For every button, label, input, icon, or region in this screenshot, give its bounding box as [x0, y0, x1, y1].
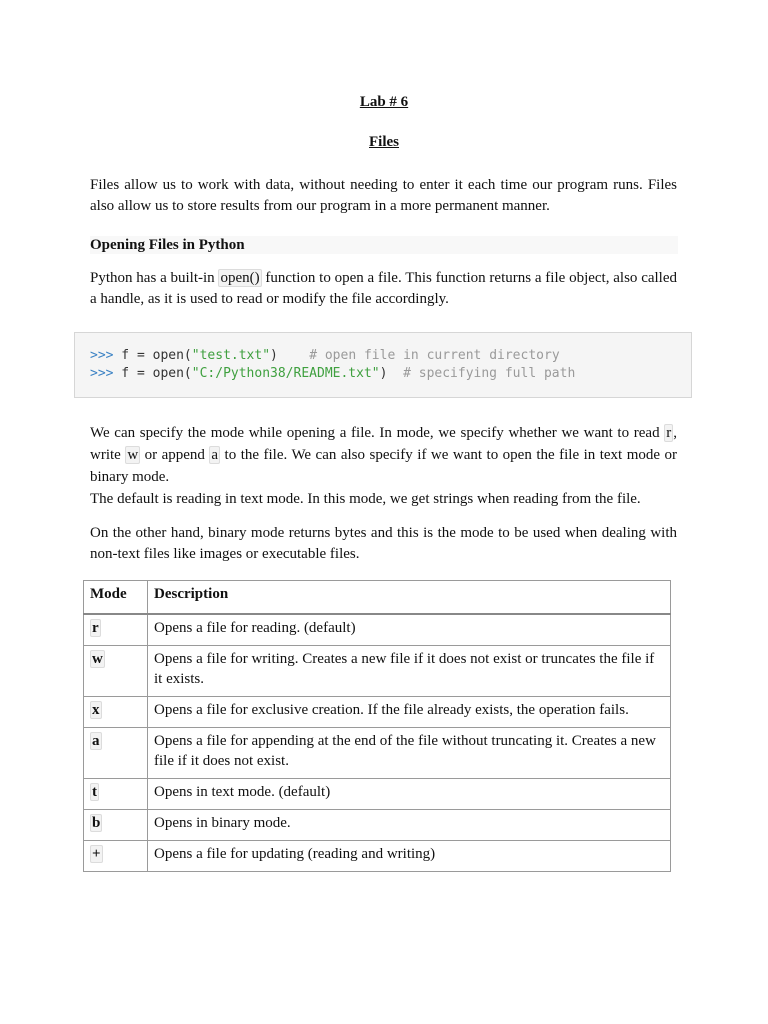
- table-header-row: [84, 581, 671, 615]
- text-run: We can specify the mode while opening a file. In mode, we specify whether we want to read: [90, 425, 665, 441]
- file-modes-table: [83, 580, 671, 872]
- mode-cell: [84, 779, 148, 810]
- table-row: [84, 728, 671, 779]
- intro-paragraph: Files allow us to work with data, without needing to enter it each time our program runs. Files also allow us to store results from our program in a more permanent manner.: [90, 177, 677, 214]
- code-text: ): [379, 366, 404, 381]
- mode-cell: [84, 728, 148, 779]
- description-cell: Opens a file for exclusive creation. If the file already exists, the operation fails.: [148, 697, 671, 728]
- inline-code-r: r: [666, 425, 672, 441]
- text-run: , write: [90, 425, 677, 463]
- mode-cell: [84, 697, 148, 728]
- inline-code-w: w: [127, 447, 139, 463]
- code-comment: # specifying full path: [403, 366, 576, 381]
- table-row: [84, 779, 671, 810]
- code-block: [74, 332, 692, 398]
- section-title-files: Files: [369, 134, 399, 150]
- mode-code: a: [92, 733, 100, 749]
- description-cell: Opens a file for appending at the end of the file without truncating it. Creates a new file if it does not exist.: [148, 728, 671, 779]
- text-run: The default is reading in text mode. In this mode, we get strings when reading from the file.: [90, 491, 641, 507]
- text-run: function to open a file. This function returns a file object, also called a handle, as it is used to read or modify the file accordingly.: [90, 270, 678, 307]
- open-function-paragraph: [90, 268, 677, 309]
- mode-code: r: [92, 620, 99, 636]
- text-run: to the file. We can also specify if we want to open the file in text mode or binary mode.: [90, 447, 678, 485]
- mode-cell: [84, 841, 148, 872]
- mode-code: t: [92, 784, 97, 800]
- description-cell: Opens a file for reading. (default): [148, 614, 671, 646]
- code-prompt: >>>: [90, 348, 114, 363]
- column-header-mode: Mode: [84, 581, 148, 615]
- table-row: [84, 614, 671, 646]
- code-string: "C:/Python38/README.txt": [191, 366, 380, 381]
- code-text: f = open(: [113, 366, 192, 381]
- inline-code-open: open(): [220, 270, 260, 286]
- mode-code: +: [92, 846, 101, 862]
- code-line: [90, 366, 575, 381]
- code-comment: # open file in current directory: [309, 348, 560, 363]
- text-run: or append: [140, 447, 210, 463]
- opening-files-heading: Opening Files in Python: [90, 236, 678, 254]
- code-text: f = open(: [113, 348, 192, 363]
- mode-cell: [84, 614, 148, 646]
- code-text: ): [270, 348, 310, 363]
- description-cell: Opens a file for writing. Creates a new file if it does not exist or truncates the file if it exists.: [148, 646, 671, 697]
- description-cell: Opens a file for updating (reading and writing): [148, 841, 671, 872]
- table-row: [84, 646, 671, 697]
- table-row: [84, 810, 671, 841]
- mode-code: b: [92, 815, 101, 831]
- table-row: [84, 697, 671, 728]
- mode-paragraph: [90, 422, 677, 510]
- binary-mode-paragraph: On the other hand, binary mode returns bytes and this is the mode to be used when dealing with non-text files like images or executable files.: [90, 525, 677, 562]
- code-string: "test.txt": [191, 348, 271, 363]
- mode-code: w: [92, 651, 103, 667]
- column-header-description: Description: [148, 581, 671, 615]
- description-cell: Opens in binary mode.: [148, 810, 671, 841]
- mode-cell: [84, 810, 148, 841]
- mode-cell: [84, 646, 148, 697]
- code-line: [90, 348, 560, 363]
- lab-title: Lab # 6: [359, 94, 409, 110]
- text-run: Python has a built-in: [90, 270, 219, 286]
- table-row: [84, 841, 671, 872]
- mode-code: x: [92, 702, 100, 718]
- inline-code-a: a: [211, 447, 219, 463]
- code-prompt: >>>: [90, 366, 114, 381]
- description-cell: Opens in text mode. (default): [148, 779, 671, 810]
